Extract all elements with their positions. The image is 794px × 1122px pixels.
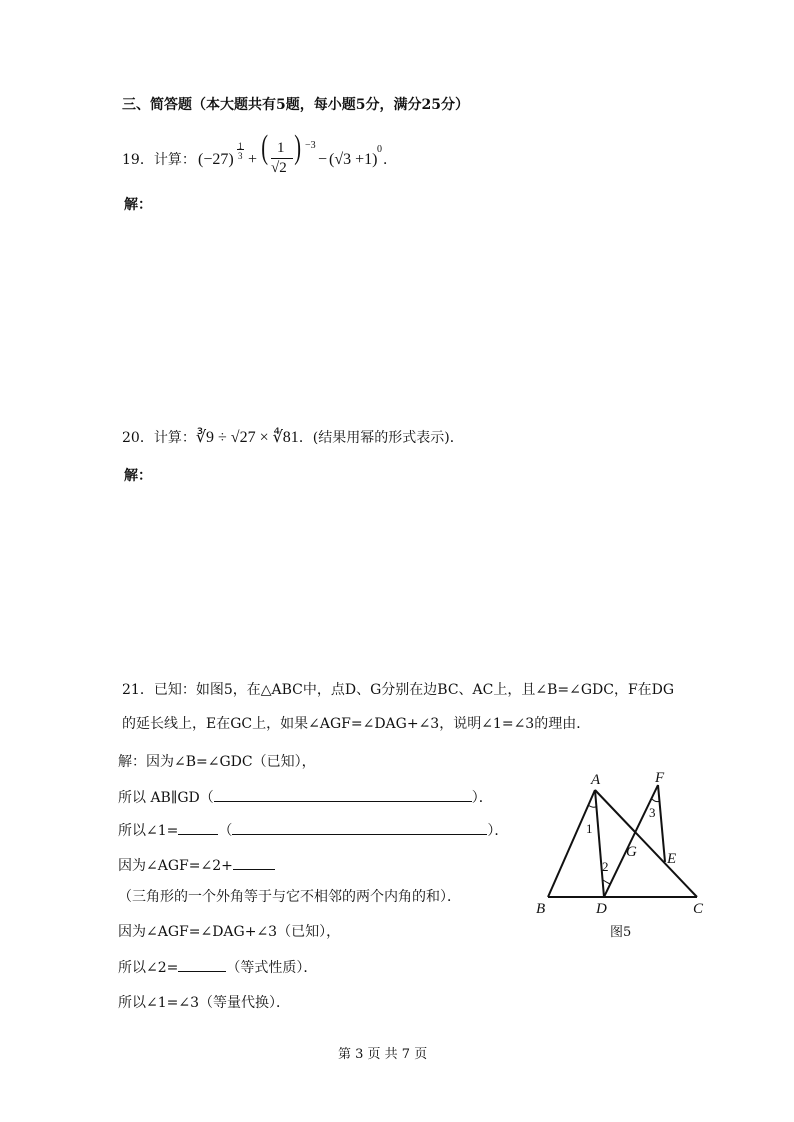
q20-line <box>122 428 464 448</box>
q21-step7 <box>118 957 317 978</box>
label-g: G <box>626 844 637 860</box>
q19-lparen: ( <box>261 129 269 166</box>
label-angle-2: 2 <box>602 859 609 874</box>
page-footer: 第 3 页 共 7 页 <box>338 1047 428 1062</box>
label-f: F <box>655 770 665 786</box>
q19-exp-den: 3 <box>238 151 243 161</box>
q21-line1: 21．已知：如图5，在△ABC中，点D、G分别在边BC、AC上，且∠B=∠GDC，F在DG <box>122 682 675 698</box>
segment-fe <box>658 785 665 862</box>
q21-step1: 解：因为∠B=∠GDC（已知）， <box>118 754 316 770</box>
label-angle-1: 1 <box>586 821 593 836</box>
label-e: E <box>667 851 677 867</box>
q21-step3-mid: （ <box>218 823 233 839</box>
q19-exp3: 0 <box>377 144 382 155</box>
q19-frac-num: 1 <box>277 140 285 156</box>
q19-label: 19．计算： <box>122 152 196 168</box>
q19-end: ． <box>383 152 397 168</box>
q21-step2-pre: 所以 AB∥GD（ <box>118 790 214 806</box>
q21-step4 <box>118 855 275 876</box>
q19-paren: (√3 +1) <box>329 151 378 168</box>
q21-step7-pre: 所以∠2= <box>118 960 179 976</box>
label-a: A <box>591 772 601 788</box>
q21-line2: 的延长线上，E在GC上，如果∠AGF=∠DAG+∠3，说明∠1=∠3的理由． <box>122 716 591 732</box>
reason-blank-1[interactable] <box>214 787 472 802</box>
q21-step6: 因为∠AGF=∠DAG+∠3（已知）， <box>118 924 341 940</box>
q19-base: (−27) <box>198 151 234 168</box>
angle-blank-2[interactable] <box>233 855 275 870</box>
angle-blank-1[interactable] <box>178 820 218 835</box>
section-title: 三、简答题（本大题共有5题，每小题5分，满分25分） <box>122 97 469 113</box>
segment-df <box>604 785 658 897</box>
geometry-figure <box>530 765 730 945</box>
q19-exp-num: 1 <box>238 141 243 151</box>
q21-step3-pre: 所以∠1= <box>118 823 179 839</box>
figure-caption: 图5 <box>610 925 632 940</box>
q19-frac-den: √2 <box>271 160 287 176</box>
angle-blank-3[interactable] <box>178 957 226 972</box>
q20-expr: ∛9 ÷ √27 × ∜81 <box>195 429 299 446</box>
q21-step8: 所以∠1=∠3（等量代换）． <box>118 995 291 1011</box>
label-b: B <box>536 901 546 917</box>
segment-ab <box>548 790 595 897</box>
q21-step2-post: ）． <box>471 790 493 806</box>
angle-mark-2 <box>603 880 610 884</box>
q21-step2 <box>118 787 493 808</box>
q19-minus: − <box>318 151 328 168</box>
q21-step4-pre: 因为∠AGF=∠2+ <box>118 858 233 874</box>
q19-rparen: ) <box>294 129 302 166</box>
q19-solution: 解： <box>124 197 152 213</box>
label-angle-3: 3 <box>649 805 656 820</box>
q21-step3-post: ）． <box>487 823 509 839</box>
q21-step5: （三角形的一个外角等于与它不相邻的两个内角的和）． <box>118 889 461 905</box>
q20-label: 20．计算： <box>122 430 196 446</box>
label-d: D <box>596 901 607 917</box>
segment-ac <box>595 790 697 897</box>
q20-solution: 解： <box>124 468 152 484</box>
q19-plus: + <box>248 151 258 168</box>
q19-exp2: −3 <box>305 140 316 151</box>
q21-step7-post: （等式性质）． <box>226 960 318 976</box>
label-c: C <box>693 901 704 917</box>
reason-blank-2[interactable] <box>232 820 487 835</box>
q20-note: ．(结果用幂的形式表示)． <box>298 430 464 446</box>
q21-step3 <box>118 820 508 841</box>
